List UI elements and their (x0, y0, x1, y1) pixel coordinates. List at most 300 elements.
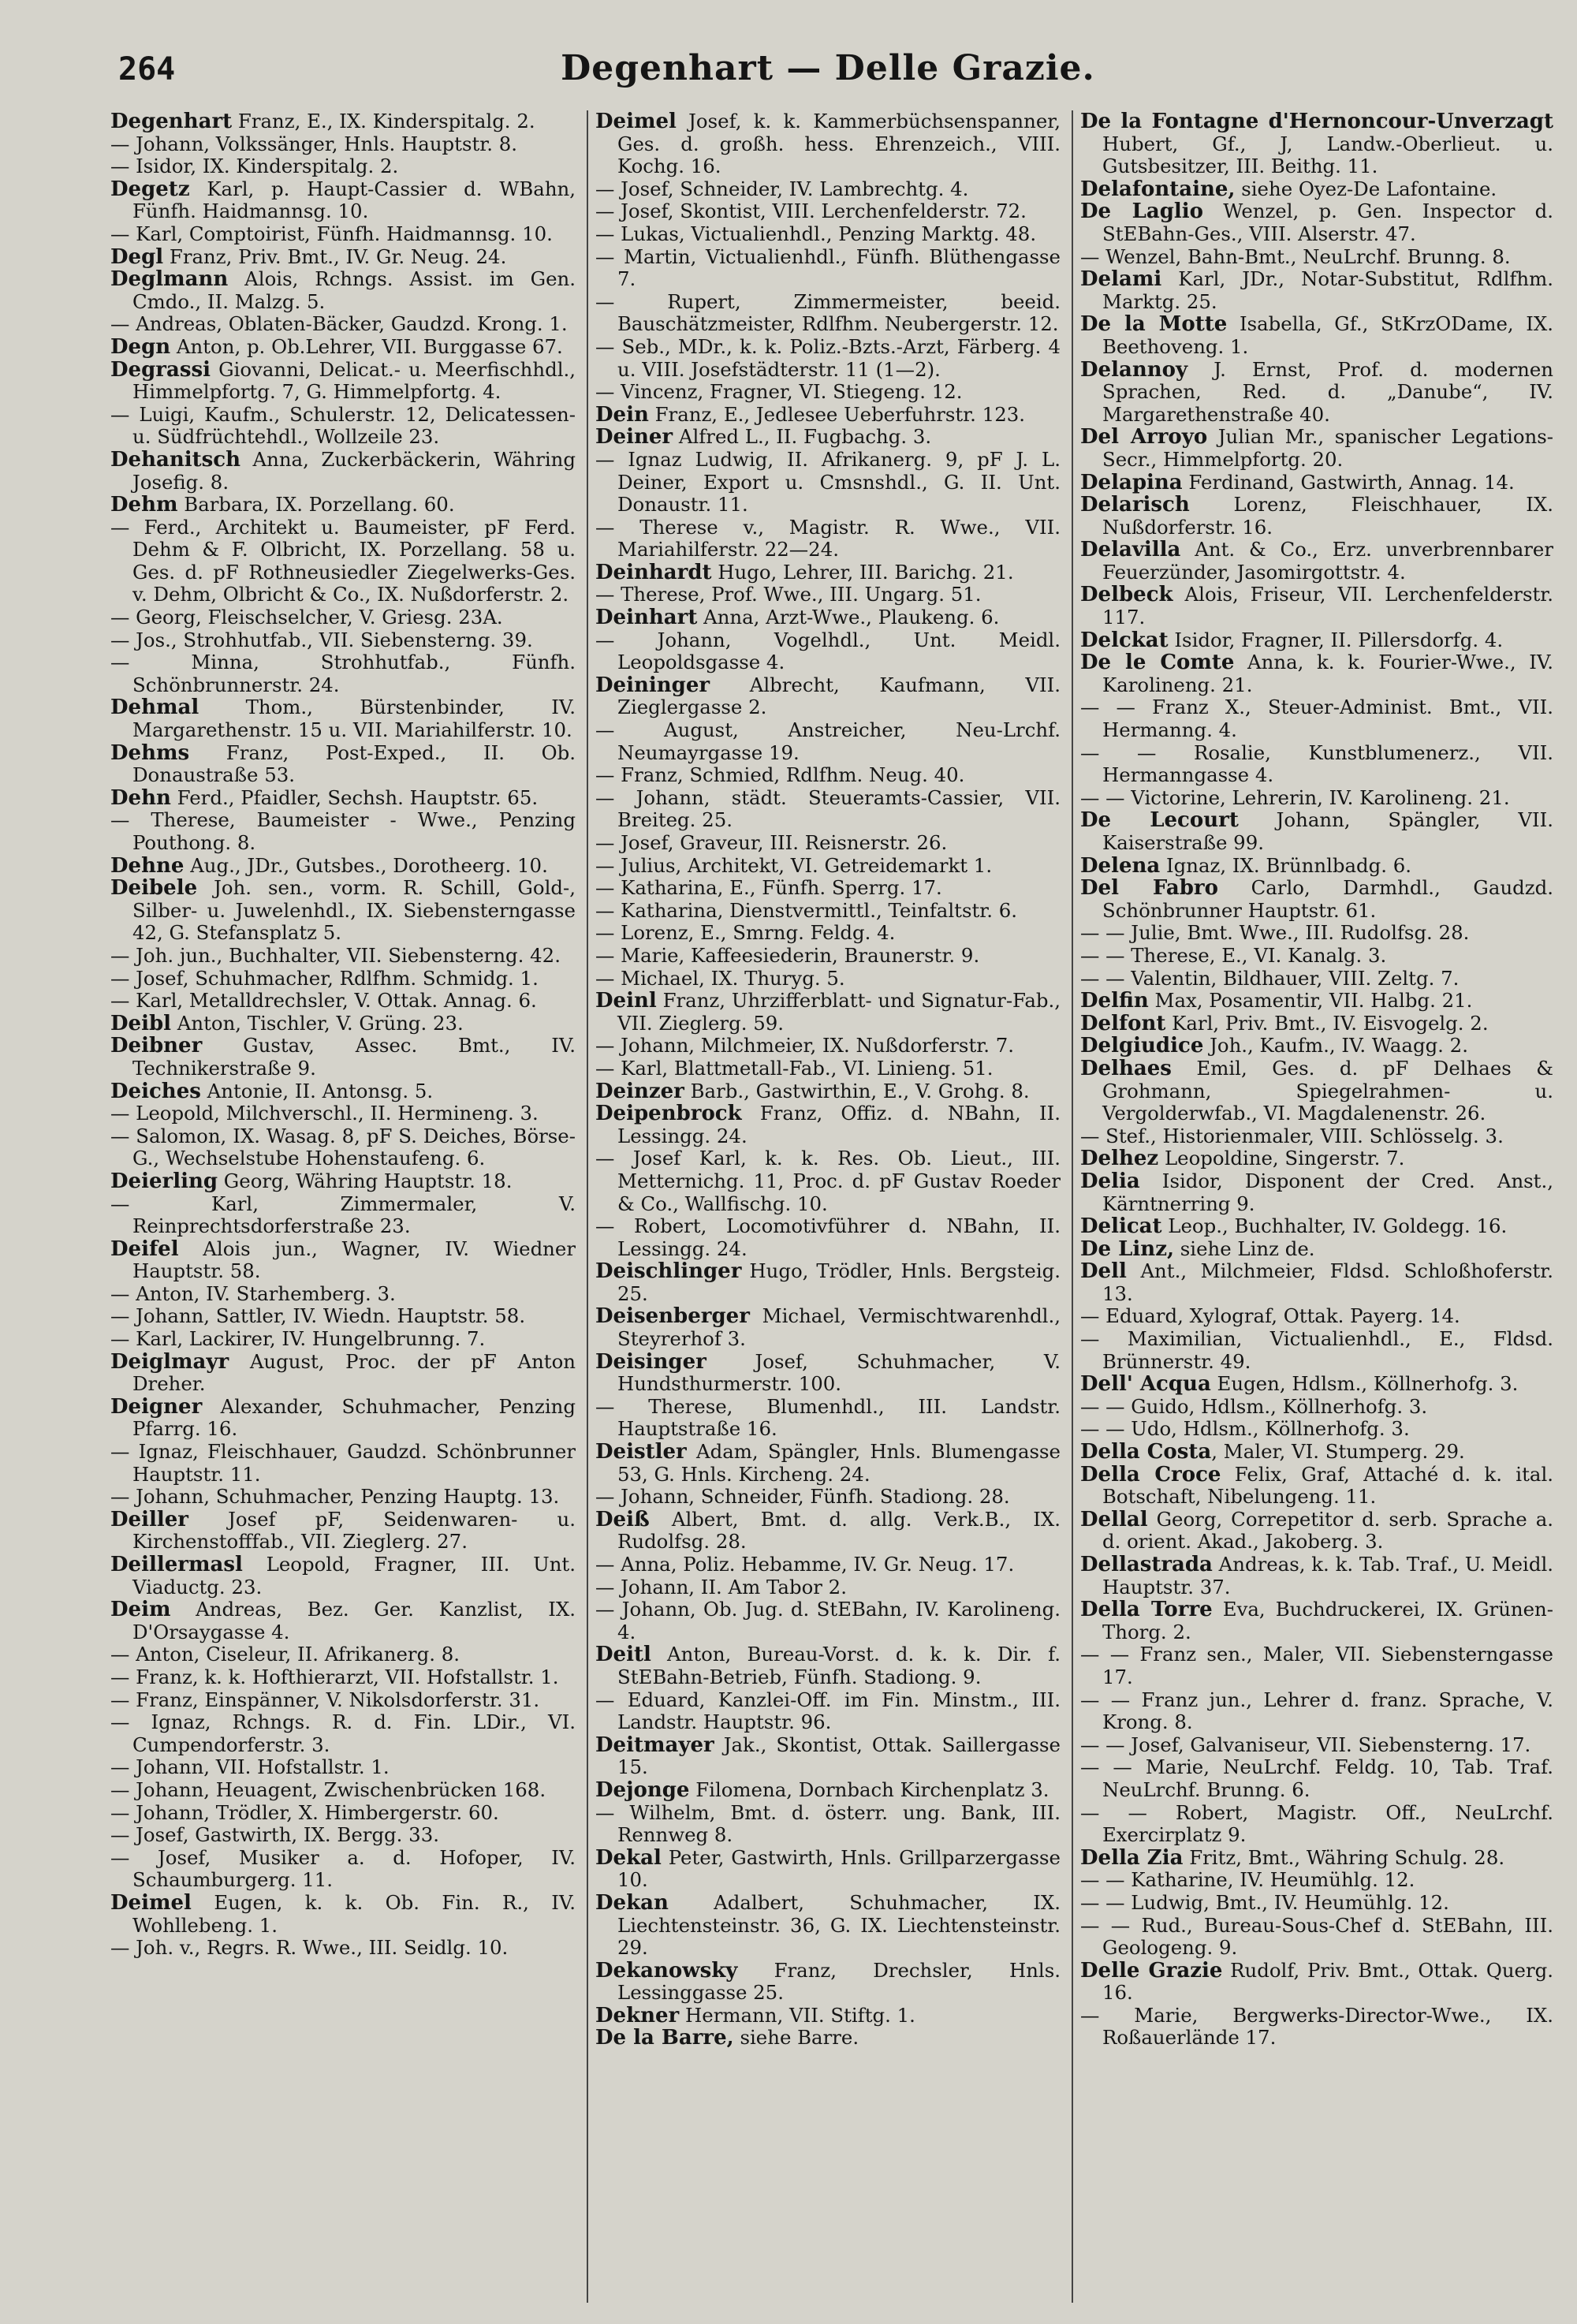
directory-entry (595, 1486, 1061, 1509)
entry-surname: Degl (110, 244, 164, 269)
entry-text: Ant. & Co., Erz. unverbrennbarer Feuerzünder, Jasomirgottstr. 4. (1102, 538, 1553, 584)
directory-entry (110, 517, 576, 606)
directory-entry (595, 674, 1061, 719)
directory-entry (1080, 1847, 1553, 1870)
entry-surname: Delami (1080, 267, 1162, 292)
entry-surname: Degenhart (110, 110, 233, 133)
entry-surname: De Laglio (1080, 200, 1204, 224)
directory-entry (1080, 110, 1553, 178)
entry-surname: Deibl (110, 1011, 172, 1035)
directory-entry (595, 1215, 1061, 1260)
directory-entry (595, 968, 1061, 990)
directory-entry (1080, 1058, 1553, 1125)
entry-text: — Maximilian, Victualienhdl., E., Fldsd. Brünnerstr. 49. (1080, 1327, 1553, 1373)
directory-entry (595, 629, 1061, 674)
entry-surname: Deglmann (110, 267, 229, 292)
directory-entry (110, 246, 576, 269)
entry-text: — Salomon, IX. Wasag. 8, pF S. Deiches, Börse-G., Wechselstube Hohenstaufeng. 6. (110, 1124, 576, 1170)
directory-entry (110, 449, 576, 494)
entry-text: Isidor, Disponent der Cred. Anst., Kärntnerring 9. (1102, 1169, 1553, 1215)
entry-text: Joh., Kaufm., IV. Waagg. 2. (1203, 1034, 1468, 1058)
directory-entry (595, 381, 1061, 404)
directory-entry (1080, 1396, 1553, 1419)
entry-text: Andreas, Bez. Ger. Kanzlist, IX. D'Orsaygasse 4. (132, 1598, 576, 1643)
entry-text: Alfred L., II. Fugbachg. 3. (673, 425, 932, 449)
directory-entry (1080, 1554, 1553, 1598)
directory-entry (110, 359, 576, 404)
directory-entry (1080, 742, 1553, 787)
directory-entry (595, 1080, 1061, 1103)
entry-surname: Degetz (110, 177, 190, 201)
entry-surname: Dell (1080, 1259, 1127, 1284)
entry-text: — Franz, k. k. Hofthierarzt, VII. Hofstallstr. 1. (110, 1665, 559, 1688)
entry-text: Albrecht, Kaufmann, VII. Zieglergasse 2. (617, 673, 1061, 719)
directory-entry (110, 1689, 576, 1712)
entry-text: — — Ludwig, Bmt., IV. Heumühlg. 12. (1080, 1890, 1449, 1914)
entry-surname: Delfin (1080, 989, 1149, 1013)
entry-text: — — Rud., Bureau-Sous-Chef d. StEBahn, III. Geologeng. 9. (1080, 1913, 1553, 1960)
entry-text: — Johann, Ob. Jug. d. StEBahn, IV. Karolineng. 4. (595, 1598, 1061, 1643)
directory-entry (595, 1147, 1061, 1215)
directory-entry (1080, 2005, 1553, 2050)
directory-entry (595, 1598, 1061, 1643)
entry-text: Josef pF, Seidenwaren- u. Kirchenstofffab., VII. Zieglerg. 27. (132, 1507, 576, 1554)
entry-surname: Dehm (110, 493, 178, 517)
entry-surname: Degn (110, 334, 171, 359)
directory-entry (595, 246, 1061, 291)
directory-entry (595, 945, 1061, 968)
entry-text: — Therese v., Magistr. R. Wwe., VII. Mariahilferstr. 22—24. (595, 515, 1061, 561)
entry-text: Karl, p. Haupt-Cassier d. WBahn, Fünfh. Haidmannsg. 10. (132, 177, 576, 223)
entry-text: — Isidor, IX. Kinderspitalg. 2. (110, 155, 399, 178)
directory-entry (1080, 1598, 1553, 1643)
entry-text: — — Robert, Magistr. Off., NeuLrchf. Exercirplatz 9. (1080, 1800, 1553, 1847)
entry-text: Fritz, Bmt., Währing Schulg. 28. (1183, 1845, 1505, 1869)
entry-text: Georg, Correpetitor d. serb. Sprache a. d. orient. Akad., Jakoberg. 3. (1102, 1507, 1553, 1554)
directory-entry (1080, 1960, 1553, 2005)
entry-text: Isidor, Fragner, II. Pillersdorfg. 4. (1168, 628, 1504, 651)
entry-text: — — Julie, Bmt. Wwe., III. Rudolfsg. 28. (1080, 921, 1470, 945)
entry-text: Adalbert, Schuhmacher, IX. Liechtensteinstr. 36, G. IX. Liechtensteinstr. 29. (617, 1890, 1061, 1960)
directory-entry (110, 1170, 576, 1193)
directory-entry (1080, 313, 1553, 358)
entry-text: Anna, k. k. Fourier-Wwe., IV. Karolineng. 21. (1102, 651, 1553, 696)
directory-entry (1080, 1509, 1553, 1554)
page-number: 264 (118, 51, 176, 88)
directory-entry (595, 1554, 1061, 1576)
directory-entry (1080, 1328, 1553, 1373)
directory-entry (1080, 1373, 1553, 1396)
entry-surname: Deiller (110, 1507, 188, 1531)
directory-entry (1080, 359, 1553, 427)
directory-entry (595, 336, 1061, 381)
directory-entry (110, 268, 576, 313)
entry-text: Antonie, II. Antonsg. 5. (200, 1079, 434, 1102)
entry-text: Anton, p. Ob.Lehrer, VII. Burggasse 67. (170, 334, 563, 358)
entry-text: — — Marie, NeuLrchf. Feldg. 10, Tab. Traf. NeuLrchf. Brunng. 6. (1080, 1755, 1553, 1801)
entry-surname: Deischlinger (595, 1259, 742, 1284)
directory-entry (1080, 990, 1553, 1013)
column-1 (110, 110, 576, 2303)
entry-text: — — Franz X., Steuer-Administ. Bmt., VII. Hermanng. 4. (1080, 696, 1553, 742)
directory-entry (110, 651, 576, 696)
entry-surname: Delhaes (1080, 1056, 1172, 1080)
directory-entry (595, 2027, 1061, 2050)
directory-entry (110, 945, 576, 968)
entry-text: , Maler, VI. Stumperg. 29. (1211, 1440, 1465, 1464)
directory-entry (1080, 1035, 1553, 1058)
entry-text: — Andreas, Oblaten-Bäcker, Gaudzd. Krong. 1. (110, 312, 568, 336)
entry-text: siehe Oyez-De Lafontaine. (1235, 177, 1497, 200)
entry-text: — Seb., MDr., k. k. Poliz.-Bzts.-Arzt, Färberg. 4 u. VIII. Josefstädterstr. 11 (1—2). (595, 334, 1061, 381)
directory-entry (1080, 651, 1553, 696)
directory-entry (1080, 494, 1553, 539)
directory-entry (110, 1847, 576, 1892)
directory-entry (1080, 922, 1553, 945)
entry-text: Hugo, Lehrer, III. Barichg. 21. (711, 560, 1014, 584)
directory-entry (110, 696, 576, 741)
entry-surname: Deisenberger (595, 1304, 750, 1329)
directory-entry (110, 1328, 576, 1351)
directory-entry (595, 1734, 1061, 1779)
directory-entry (110, 494, 576, 517)
entry-surname: De la Barre, (595, 2026, 734, 2050)
directory-entry (1080, 1305, 1553, 1328)
entry-surname: Delhez (1080, 1147, 1159, 1171)
entry-text: — — Valentin, Bildhauer, VIII. Zeltg. 7. (1080, 966, 1460, 990)
entry-text: Michael, Vermischtwarenhdl., Steyrerhof 3. (617, 1304, 1061, 1351)
column-divider (587, 110, 588, 2303)
directory-entry (1080, 1464, 1553, 1509)
entry-text: — Lorenz, E., Smrng. Feldg. 4. (595, 921, 896, 945)
directory-entry (595, 1509, 1061, 1554)
directory-entry (595, 877, 1061, 900)
entry-text: — — Udo, Hdlsm., Köllnerhofg. 3. (1080, 1417, 1410, 1441)
entry-text: — Marie, Bergwerks-Director-Wwe., IX. Roßauerlände 17. (1080, 2003, 1553, 2050)
directory-entry (110, 1013, 576, 1035)
entry-text: — Therese, Prof. Wwe., III. Ungarg. 51. (595, 583, 982, 606)
entry-text: Franz, Drechsler, Hnls. Lessinggasse 25. (617, 1958, 1061, 2005)
directory-entry (595, 1892, 1061, 1960)
entry-text: — — Josef, Galvaniseur, VII. Siebensterng. 17. (1080, 1733, 1531, 1756)
entry-surname: Deitmayer (595, 1733, 714, 1757)
entry-surname: Delapina (1080, 470, 1183, 494)
entry-text: Hugo, Trödler, Hnls. Bergsteig. 25. (617, 1259, 1061, 1305)
directory-entry (110, 606, 576, 629)
entry-text: — Eduard, Kanzlei-Off. im Fin. Minstm., III. Landstr. Hauptstr. 96. (595, 1688, 1061, 1734)
entry-surname: Dein (595, 402, 649, 427)
directory-entry (110, 1080, 576, 1103)
directory-entry (110, 1802, 576, 1825)
entry-text: Anton, Bureau-Vorst. d. k. k. Dir. f. StEBahn-Betrieb, Fünfh. Stadiong. 9. (617, 1643, 1061, 1688)
entry-surname: Della Torre (1080, 1598, 1213, 1622)
entry-text: Isabella, Gf., StKrzODame, IX. Beethoveng. 1. (1102, 312, 1553, 358)
entry-text: Rudolf, Priv. Bmt., Ottak. Querg. 16. (1102, 1958, 1553, 2005)
entry-text: — Therese, Blumenhdl., III. Landstr. Hauptstraße 16. (595, 1394, 1061, 1441)
entry-surname: Delavilla (1080, 538, 1181, 562)
directory-entry (595, 1035, 1061, 1058)
entry-text: Filomena, Dornbach Kirchenplatz 3. (689, 1778, 1049, 1801)
directory-entry (595, 291, 1061, 336)
entry-text: Julian Mr., spanischer Legations-Secr., Himmelpfortg. 20. (1102, 425, 1553, 471)
entry-text: Franz, Priv. Bmt., IV. Gr. Neug. 24. (163, 244, 507, 268)
directory-entry (110, 223, 576, 246)
directory-entry (1080, 1147, 1553, 1170)
entry-surname: Dekal (595, 1845, 662, 1870)
directory-entry (110, 968, 576, 990)
directory-entry (110, 110, 576, 133)
entry-text: — Georg, Fleischselcher, V. Griesg. 23A. (110, 606, 503, 629)
entry-text: — Josef, Gastwirth, IX. Bergg. 33. (110, 1823, 439, 1847)
entry-text: — — Franz jun., Lehrer d. franz. Sprache, V. Krong. 8. (1080, 1688, 1553, 1734)
directory-entry (110, 990, 576, 1013)
entry-text: Ferd., Pfaidler, Sechsh. Hauptstr. 65. (170, 785, 539, 809)
directory-entry (110, 1509, 576, 1554)
entry-text: — Katharina, Dienstvermittl., Teinfaltstr. 6. (595, 898, 1018, 922)
directory-entry (1080, 1756, 1553, 1801)
entry-text: Alexander, Schuhmacher, Penzing Pfarrg. 16. (132, 1394, 576, 1441)
entry-text: Josef, k. k. Kammerbüchsenspanner, Ges. d. großh. hess. Ehrenzeich., VIII. Kochg. 16. (617, 110, 1061, 178)
entry-text: — Josef, Schneider, IV. Lambrechtg. 4. (595, 177, 969, 200)
directory-entry (1080, 968, 1553, 990)
entry-surname: Dehms (110, 740, 190, 765)
directory-entry (595, 855, 1061, 878)
entry-text: Ferdinand, Gastwirth, Annag. 14. (1182, 470, 1515, 494)
directory-entry (595, 787, 1061, 832)
entry-text: Karl, JDr., Notar-Substitut, Rdlfhm. Marktg. 25. (1102, 267, 1553, 313)
column-divider (1072, 110, 1073, 2303)
entry-text: Felix, Graf, Attaché d. k. ital. Botschaft, Nibelungeng. 11. (1102, 1462, 1553, 1509)
entry-text: Hermann, VII. Stiftg. 1. (679, 2003, 915, 2027)
entry-text: — Johann, II. Am Tabor 2. (595, 1575, 847, 1598)
directory-entry (1080, 1418, 1553, 1441)
entry-text: Hubert, Gf., J, Landw.-Oberlieut. u. Gutsbesitzer, III. Beithg. 11. (1102, 132, 1553, 178)
entry-surname: Deinhart (595, 606, 698, 630)
directory-entry (110, 1305, 576, 1328)
entry-surname: De Linz, (1080, 1237, 1175, 1261)
entry-text: — Johann, Vogelhdl., Unt. Meidl. Leopoldsgasse 4. (595, 628, 1061, 674)
entry-text: — Rupert, Zimmermeister, beeid. Bauschätzmeister, Rdlfhm. Neubergerstr. 12. (595, 289, 1061, 336)
entry-text: — Johann, Milchmeier, IX. Nußdorferstr. 7. (595, 1034, 1015, 1058)
directory-entry (595, 1847, 1061, 1892)
entry-surname: Dehanitsch (110, 447, 241, 472)
entry-text: Franz, Uhrzifferblatt- und Signatur-Fab., VII. Zieglerg. 59. (617, 989, 1061, 1035)
directory-entry (110, 1351, 576, 1396)
entry-text: August, Proc. der pF Anton Dreher. (132, 1349, 576, 1396)
directory-entry (595, 1305, 1061, 1350)
directory-entry (595, 1441, 1061, 1486)
entry-text: — Stef., Historienmaler, VIII. Schlösselg. 3. (1080, 1124, 1504, 1147)
directory-entry (595, 200, 1061, 223)
entry-text: Eva, Buchdruckerei, IX. Grünen-Thorg. 2. (1102, 1598, 1553, 1643)
entry-surname: Delafontaine, (1080, 177, 1236, 201)
entry-surname: Della Croce (1080, 1462, 1221, 1487)
directory-entry (595, 584, 1061, 606)
entry-text: — Minna, Strohhutfab., Fünfh. Schönbrunnerstr. 24. (110, 651, 576, 696)
entry-text: Adam, Spängler, Hnls. Blumengasse 53, G. Hnls. Kircheng. 24. (617, 1440, 1061, 1486)
entry-text: — Lukas, Victualienhdl., Penzing Marktg. 48. (595, 222, 1037, 245)
directory-entry (1080, 246, 1553, 269)
entry-text: siehe Barre. (733, 2026, 859, 2050)
directory-entry (595, 2005, 1061, 2027)
directory-entry (595, 110, 1061, 178)
directory-entry (595, 1351, 1061, 1396)
entry-surname: Delckat (1080, 628, 1169, 652)
entry-surname: Deiß (595, 1507, 650, 1531)
entry-text: — Wilhelm, Bmt. d. österr. ung. Bank, III. Rennweg 8. (595, 1800, 1061, 1847)
entry-surname: Dekan (595, 1890, 669, 1915)
entry-text: Leopoldine, Singerstr. 7. (1158, 1147, 1405, 1170)
directory-entry (110, 629, 576, 652)
directory-entry (110, 404, 576, 449)
entry-text: Wenzel, p. Gen. Inspector d. StEBahn-Ges., VIII. Alserstr. 47. (1102, 200, 1553, 245)
entry-surname: Delena (1080, 853, 1161, 878)
directory-entry (1080, 426, 1553, 471)
column-3 (1080, 110, 1553, 2303)
directory-entry (595, 1689, 1061, 1734)
directory-entry (595, 764, 1061, 787)
directory-entry (1080, 629, 1553, 652)
entry-text: — August, Anstreicher, Neu-Lrchf. Neumayrgasse 19. (595, 718, 1061, 764)
entry-surname: De la Fontagne d'Hernoncour-Unverzagt (1080, 110, 1553, 133)
entry-text: — Julius, Architekt, VI. Getreidemarkt 1. (595, 853, 993, 877)
entry-text: — Joh. jun., Buchhalter, VII. Siebensterng. 42. (110, 943, 561, 967)
entry-surname: Della Zia (1080, 1845, 1184, 1870)
directory-entry (1080, 1643, 1553, 1688)
entry-text: Leop., Buchhalter, IV. Goldegg. 16. (1161, 1214, 1508, 1238)
entry-surname: Deistler (595, 1440, 687, 1464)
entry-text: — Johann, Heuagent, Zwischenbrücken 168. (110, 1778, 546, 1801)
entry-text: — Luigi, Kaufm., Schulerstr. 12, Delicatessen- u. Südfrüchtehdl., Wollzeile 23. (110, 402, 576, 449)
entry-surname: Dehne (110, 853, 185, 878)
entry-surname: Delbeck (1080, 583, 1173, 607)
directory-entry (110, 178, 576, 223)
entry-surname: Deibele (110, 876, 198, 901)
entry-surname: Del Fabro (1080, 876, 1218, 901)
entry-surname: De la Motte (1080, 312, 1228, 337)
directory-entry (1080, 1125, 1553, 1148)
directory-entry (1080, 1915, 1553, 1960)
entry-surname: Delle Grazie (1080, 1958, 1223, 1983)
entry-text: — Vincenz, Fragner, VI. Stiegeng. 12. (595, 380, 963, 404)
entry-text: — Michael, IX. Thuryg. 5. (595, 966, 845, 990)
directory-entry (110, 313, 576, 336)
directory-entry (595, 1260, 1061, 1305)
entry-text: — — Katharine, IV. Heumühlg. 12. (1080, 1868, 1415, 1892)
directory-columns (110, 110, 1553, 2303)
entry-surname: Deipenbrock (595, 1102, 742, 1126)
directory-entry (1080, 1215, 1553, 1238)
entry-text: Alois, Friseur, VII. Lerchenfelderstr. 117. (1102, 583, 1553, 629)
directory-entry (595, 1102, 1061, 1147)
entry-text: Carlo, Darmhdl., Gaudzd. Schönbrunner Hauptstr. 61. (1102, 876, 1553, 922)
directory-entry (110, 855, 576, 878)
entry-surname: Dehn (110, 785, 171, 810)
directory-entry (110, 1937, 576, 1960)
entry-text: — Johann, Volkssänger, Hnls. Hauptstr. 8. (110, 132, 518, 155)
entry-text: Lorenz, Fleischhauer, IX. Nußdorferstr. 16. (1102, 493, 1553, 539)
directory-entry (1080, 1892, 1553, 1915)
entry-text: — Wenzel, Bahn-Bmt., NeuLrchf. Brunng. 8. (1080, 244, 1511, 268)
entry-text: Alois jun., Wagner, IV. Wiedner Hauptstr. 58. (132, 1237, 576, 1283)
entry-text: — Leopold, Milchverschl., II. Hermineng. 3. (110, 1102, 539, 1125)
entry-surname: Deim (110, 1598, 171, 1622)
entry-text: — Josef, Musiker a. d. Hofoper, IV. Schaumburgerg. 11. (110, 1845, 576, 1892)
directory-entry (110, 1554, 576, 1598)
directory-entry (595, 922, 1061, 945)
entry-surname: Deierling (110, 1169, 218, 1193)
directory-entry (110, 1102, 576, 1125)
directory-entry (595, 1058, 1061, 1080)
entry-text: Peter, Gastwirth, Hnls. Grillparzergasse 10. (617, 1845, 1061, 1892)
directory-entry (1080, 472, 1553, 494)
directory-entry (595, 1643, 1061, 1688)
entry-text: Barbara, IX. Porzellang. 60. (177, 493, 455, 517)
directory-entry (1080, 809, 1553, 854)
entry-text: — Johann, städt. Steueramts-Cassier, VII. Breiteg. 25. (595, 785, 1061, 832)
directory-entry (1080, 877, 1553, 922)
entry-text: — Anton, Ciseleur, II. Afrikanerg. 8. (110, 1643, 460, 1666)
directory-entry (1080, 268, 1553, 313)
entry-text: Thom., Bürstenbinder, IV. Margarethenstr. 15 u. VII. Mariahilferstr. 10. (132, 696, 576, 742)
entry-text: Giovanni, Delicat.- u. Meerfischhdl., Himmelpfortg. 7, G. Himmelpfortg. 4. (132, 357, 576, 404)
directory-entry (595, 990, 1061, 1035)
entry-text: — Marie, Kaffeesiederin, Braunerstr. 9. (595, 943, 980, 967)
entry-text: Ignaz, IX. Brünnlbadg. 6. (1160, 853, 1412, 877)
entry-surname: Delfont (1080, 1011, 1166, 1035)
entry-text: J. Ernst, Prof. d. modernen Sprachen, Red. d. „Danube“, IV. Margarethenstraße 40. (1102, 357, 1553, 426)
directory-entry (110, 1779, 576, 1802)
directory-entry (110, 1711, 576, 1756)
column-2 (595, 110, 1061, 2303)
directory-entry (1080, 178, 1553, 201)
directory-entry (1080, 696, 1553, 741)
entry-text: — Johann, Sattler, IV. Wiedn. Hauptstr. 58. (110, 1304, 526, 1328)
entry-text: Max, Posamentir, VII. Halbg. 21. (1148, 989, 1473, 1013)
entry-surname: Deibner (110, 1034, 203, 1058)
running-head: Degenhart — Delle Grazie. (561, 48, 1095, 88)
entry-text: Josef, Schuhmacher, V. Hundsthurmerstr. 100. (617, 1349, 1061, 1396)
entry-surname: Delicat (1080, 1214, 1162, 1239)
entry-text: — Ignaz Ludwig, II. Afrikanerg. 9, pF J. L. Deiner, Export u. Cmsnshdl., G. II. Unt. Donaustr. 11. (595, 447, 1061, 517)
directory-entry (595, 1802, 1061, 1847)
directory-entry (110, 1666, 576, 1689)
entry-text: — Josef, Graveur, III. Reisnerstr. 26. (595, 831, 948, 854)
directory-entry (110, 1598, 576, 1643)
directory-entry (110, 1193, 576, 1238)
entry-text: Ant., Milchmeier, Fldsd. Schloßhoferstr. 13. (1102, 1259, 1553, 1305)
directory-entry (110, 1283, 576, 1306)
entry-text: — Robert, Locomotivführer d. NBahn, II. Lessingg. 24. (595, 1214, 1061, 1260)
directory-entry (1080, 1689, 1553, 1734)
entry-text: — Ignaz, Rchngs. R. d. Fin. LDir., VI. Cumpendorferstr. 3. (110, 1710, 576, 1756)
directory-entry (110, 1441, 576, 1486)
entry-text: — Jos., Strohhutfab., VII. Siebensterng. 39. (110, 628, 533, 651)
entry-text: — Anna, Poliz. Hebamme, IV. Gr. Neug. 17. (595, 1553, 1015, 1576)
entry-text: — Martin, Victualienhdl., Fünfh. Blüthengasse 7. (595, 244, 1061, 291)
entry-text: — Karl, Comptoirist, Fünfh. Haidmannsg. 10. (110, 222, 553, 245)
entry-text: — Anton, IV. Starhemberg. 3. (110, 1281, 396, 1305)
directory-entry (595, 1576, 1061, 1599)
entry-text: Leopold, Fragner, III. Unt. Viaductg. 23. (132, 1553, 576, 1598)
directory-entry (110, 1643, 576, 1666)
entry-text: — Katharina, E., Fünfh. Sperrg. 17. (595, 876, 942, 900)
entry-text: — — Guido, Hdlsm., Köllnerhofg. 3. (1080, 1394, 1428, 1418)
directory-entry (110, 809, 576, 854)
entry-text: Emil, Ges. d. pF Delhaes & Grohmann, Spiegelrahmen- u. Vergolderwfab., VI. Magdalenenstr. 26. (1102, 1056, 1553, 1125)
directory-entry (595, 223, 1061, 246)
directory-entry (595, 561, 1061, 584)
